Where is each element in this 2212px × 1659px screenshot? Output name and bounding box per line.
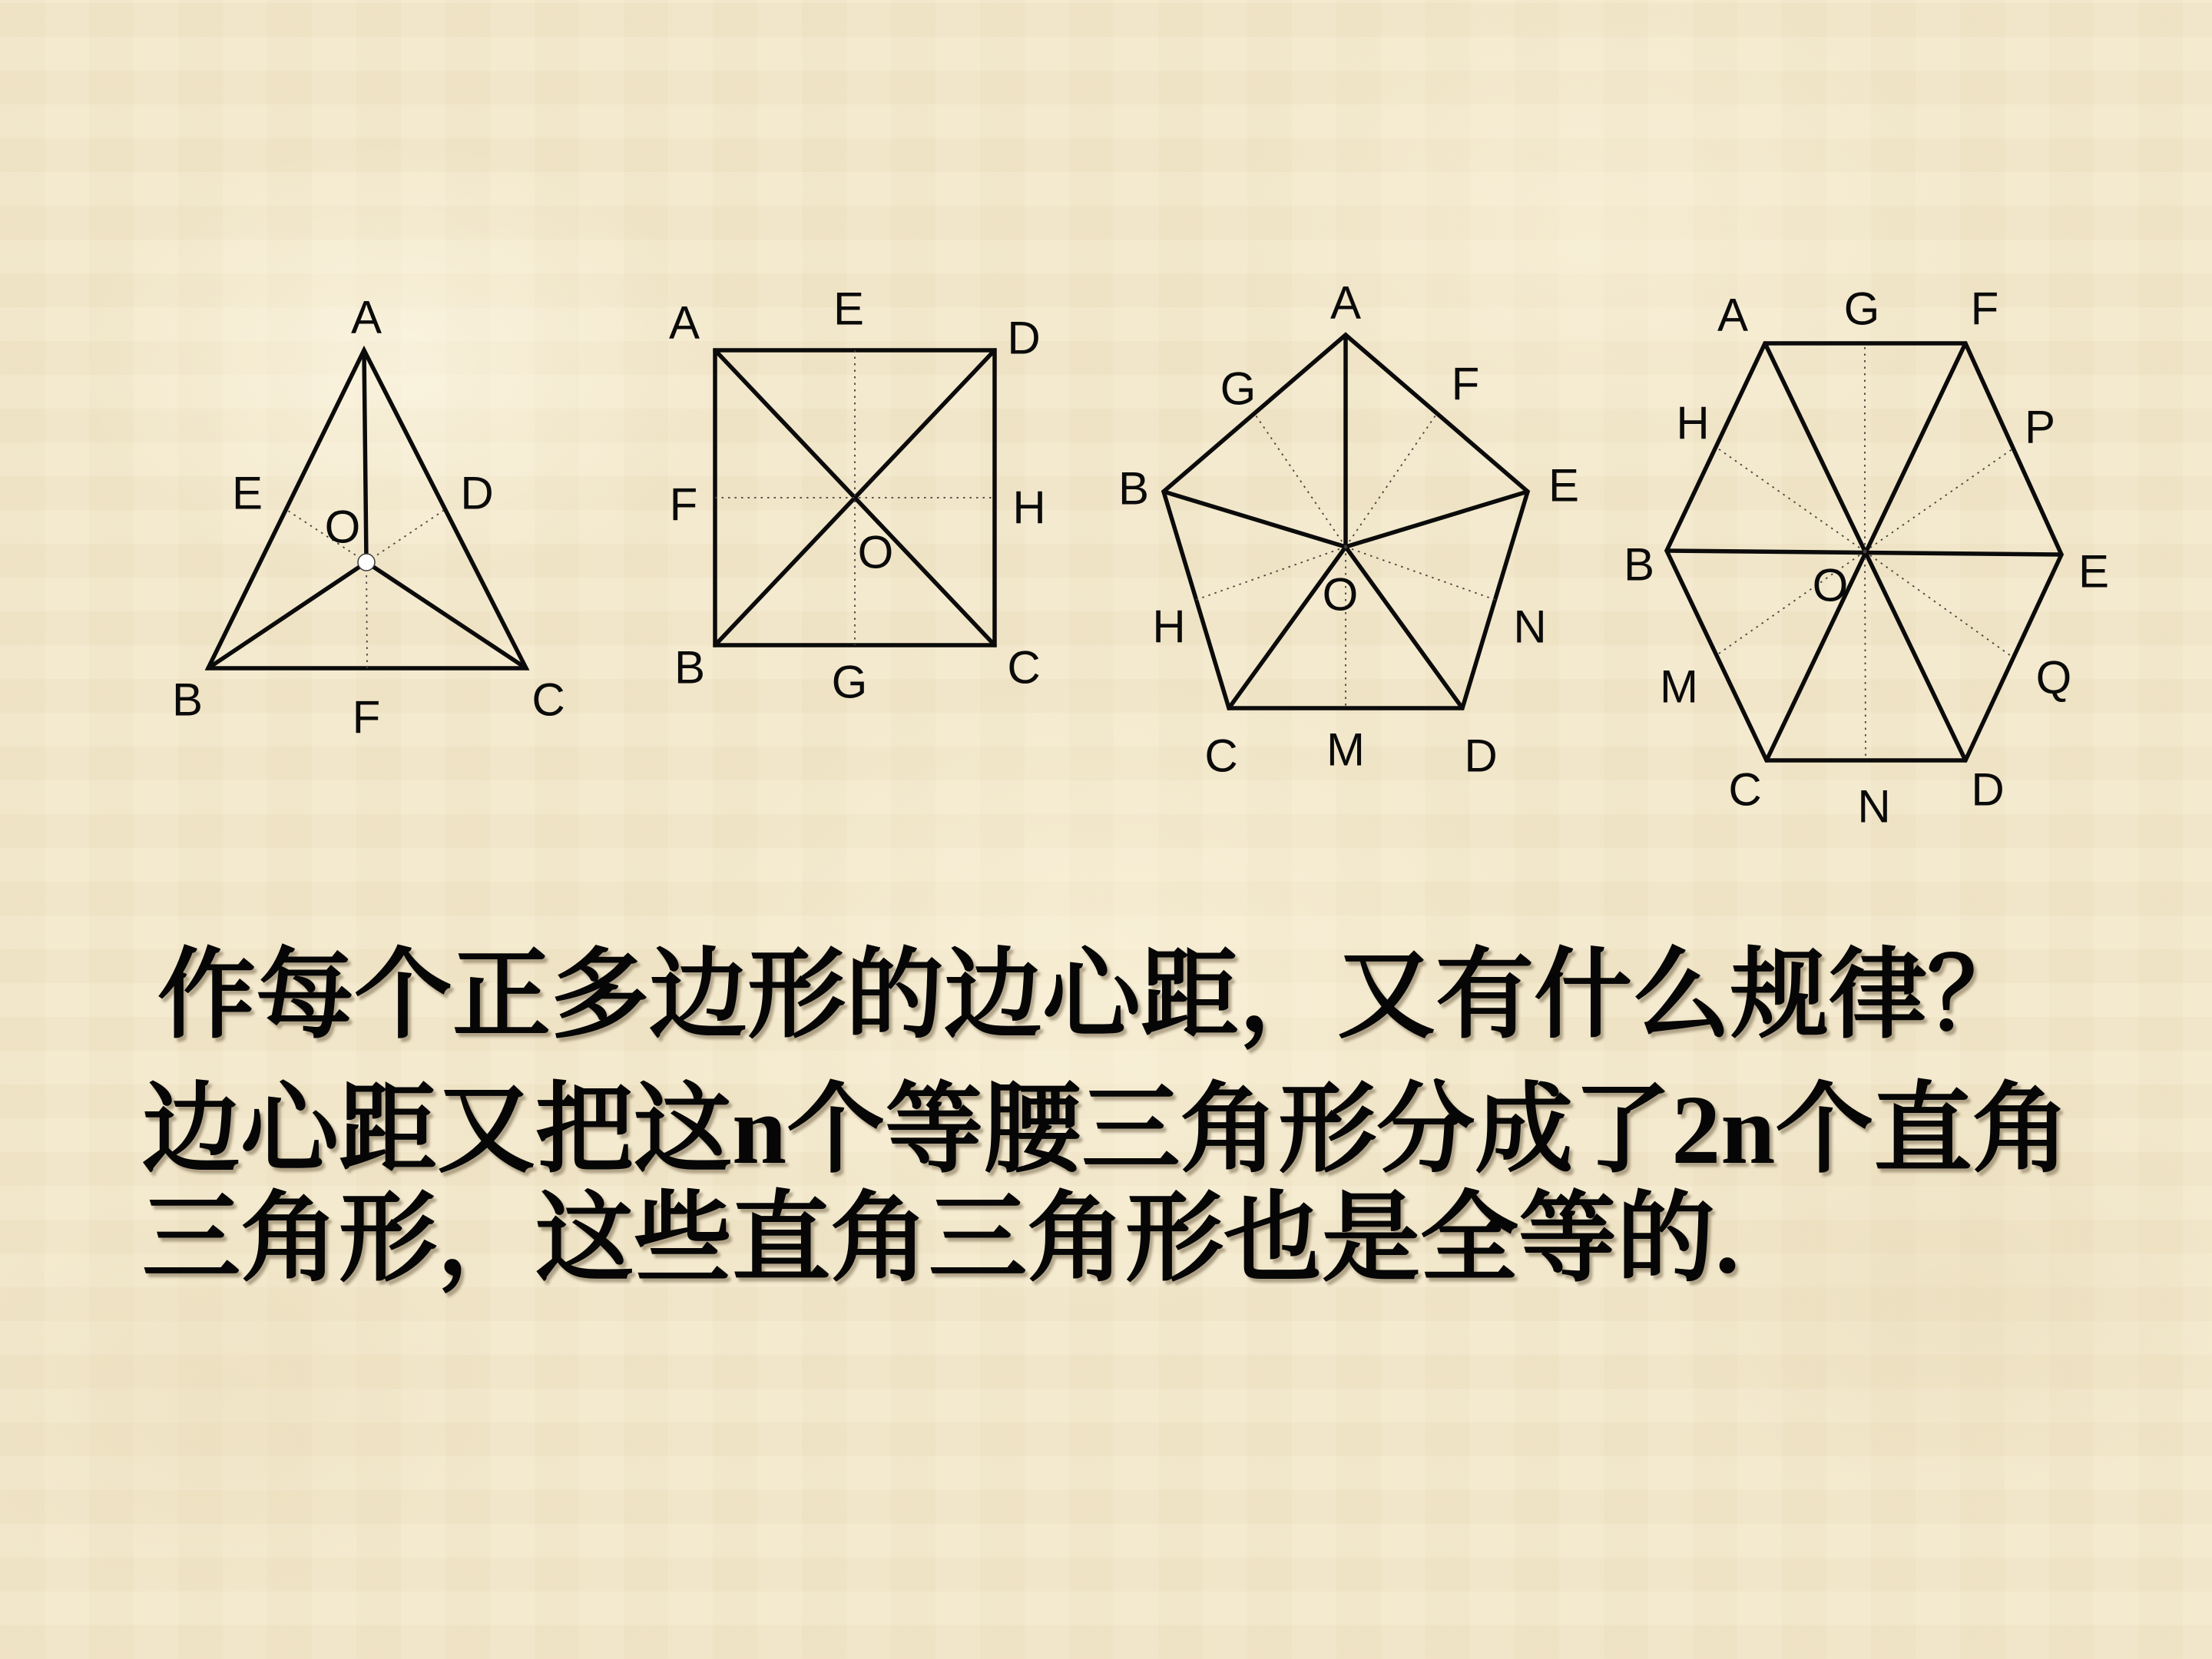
hexagon-label-d: D xyxy=(1971,763,2005,816)
triangle-radius-ao xyxy=(364,350,366,562)
hexagon-label-a: A xyxy=(1717,289,1749,341)
text-paragraph xyxy=(142,1075,2070,1293)
square-label-o: O xyxy=(857,526,894,578)
triangle-label-o: O xyxy=(324,501,361,553)
hexagon-label-h: H xyxy=(1676,397,1710,449)
triangle-label-d: D xyxy=(460,467,494,519)
hexagon-label-q: Q xyxy=(2035,651,2072,704)
text-line-3: 三角形，这些直角三角形也是全等的. xyxy=(142,1184,1740,1293)
pentagon-label-e: E xyxy=(1548,459,1580,512)
square-label-a: A xyxy=(668,296,700,349)
pentagon-apothem-og xyxy=(1254,413,1346,547)
pentagon-label-f: F xyxy=(1451,358,1480,410)
hexagon-label-o: O xyxy=(1812,559,1849,611)
hexagon-label-c: C xyxy=(1728,763,1762,816)
pentagon-label-g: G xyxy=(1220,363,1257,415)
pentagon-apothem-on xyxy=(1346,547,1495,600)
pentagon-label-a: A xyxy=(1330,276,1362,329)
triangle-center-point xyxy=(358,554,375,571)
hexagon-label-m: M xyxy=(1660,661,1698,713)
pentagon-radius-ob xyxy=(1164,492,1346,547)
pentagon-figure xyxy=(1118,277,1579,782)
triangle-radius-co xyxy=(366,562,526,668)
square-label-f: F xyxy=(669,478,698,531)
triangle-label-e: E xyxy=(231,467,263,519)
triangle-label-f: F xyxy=(352,691,381,743)
pentagon-radius-od xyxy=(1346,547,1462,708)
triangle-figure xyxy=(172,292,565,743)
pentagon-apothem-of xyxy=(1346,413,1437,547)
hexagon-label-f: F xyxy=(1970,283,1999,335)
hexagon-figure xyxy=(1624,283,2109,833)
pentagon-label-c: C xyxy=(1204,730,1238,782)
square-figure xyxy=(669,283,1046,708)
pentagon-label-m: M xyxy=(1326,724,1365,776)
triangle-label-a: A xyxy=(350,291,382,343)
text-line-2: 边心距又把这n个等腰三角形分成了2n个直角 xyxy=(142,1075,2071,1184)
hexagon-label-g: G xyxy=(1843,283,1880,335)
square-label-e: E xyxy=(833,283,865,335)
hexagon-apothem-oh xyxy=(1716,447,1865,551)
triangle-label-c: C xyxy=(531,674,565,726)
pentagon-label-n: N xyxy=(1513,601,1547,653)
hexagon-label-p: P xyxy=(2024,401,2056,453)
pentagon-label-h: H xyxy=(1152,601,1186,653)
hexagon-apothem-op xyxy=(1865,449,2013,551)
square-label-g: G xyxy=(831,656,868,708)
text-line-question: 作每个正多边形的边心距，又有什么规律？ xyxy=(157,941,2026,1050)
square-label-b: B xyxy=(674,641,706,694)
hexagon-label-b: B xyxy=(1623,538,1655,591)
triangle-apothem-of xyxy=(366,562,367,668)
triangle-label-b: B xyxy=(171,674,204,726)
square-label-h: H xyxy=(1012,482,1046,534)
square-label-d: D xyxy=(1007,312,1041,364)
hexagon-label-n: N xyxy=(1857,780,1891,833)
pentagon-label-b: B xyxy=(1118,462,1150,515)
hexagon-apothem-on xyxy=(1865,551,1866,760)
pentagon-label-d: D xyxy=(1464,730,1498,782)
triangle-apothem-od xyxy=(366,509,445,562)
pentagon-radius-oe xyxy=(1346,492,1528,547)
hexagon-label-e: E xyxy=(2078,545,2110,598)
pentagon-label-o: O xyxy=(1322,568,1359,621)
hexagon-apothem-oq xyxy=(1865,551,2013,657)
square-label-c: C xyxy=(1007,641,1041,694)
